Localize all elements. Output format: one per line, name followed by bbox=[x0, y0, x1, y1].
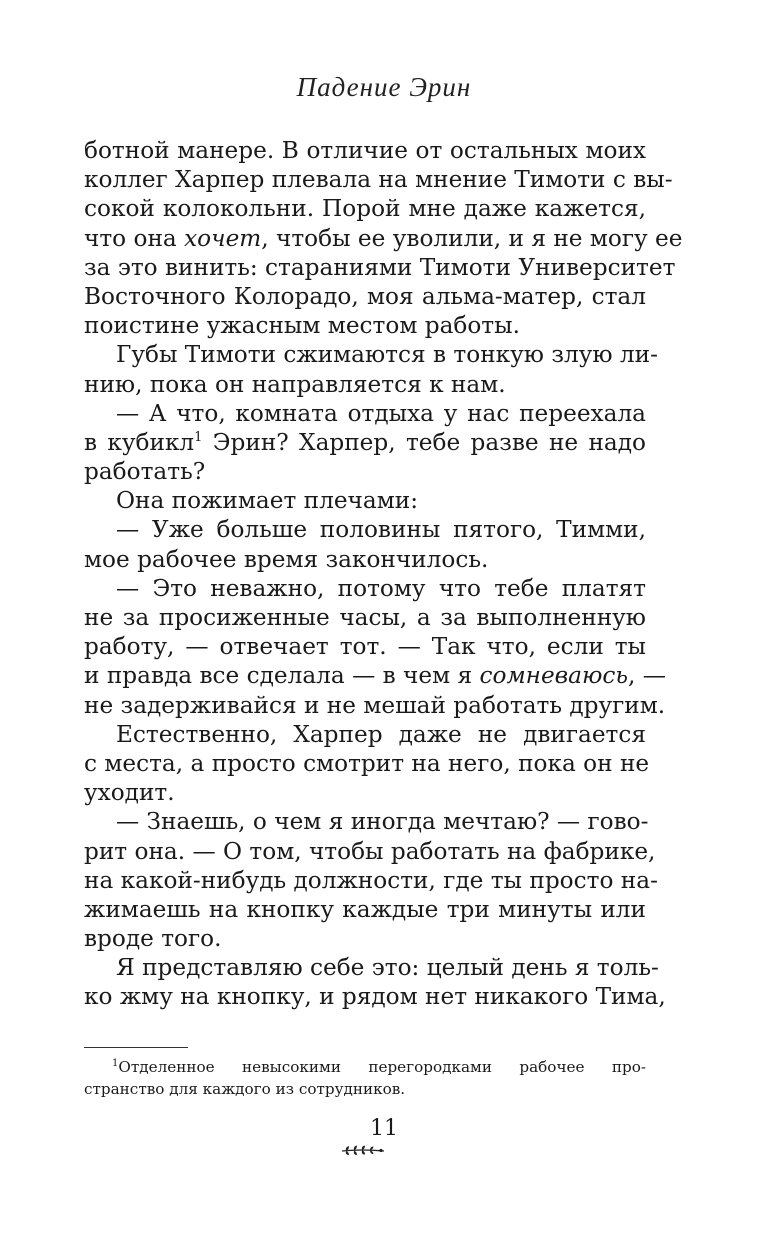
text-run: , — bbox=[628, 662, 666, 690]
text-line: Восточного Колорадо, моя альма-матер, стал bbox=[84, 282, 646, 310]
text-line: ботной манере. В отличие от остальных моих bbox=[84, 137, 646, 164]
text-run: Эрин? Харпер, тебе разве не надо bbox=[202, 428, 646, 456]
text-line: Я представляю себе это: целый день я толь- bbox=[116, 954, 659, 982]
text-line: Губы Тимоти сжимаются в тонкую злую ли- bbox=[116, 341, 658, 369]
text-line: — Уже больше половины пятого, Тимми, bbox=[116, 516, 646, 544]
text-line: работать? bbox=[84, 458, 206, 486]
text-line: работу, — отвечает тот. — Так что, если ты bbox=[84, 633, 646, 661]
text-line: не за просиженные часы, а за выполненную bbox=[84, 604, 646, 631]
text-line: ко жму на кнопку, и рядом нет никакого Тима, bbox=[84, 983, 666, 1011]
text-line: — А что, комната отдыха у нас переехала bbox=[116, 399, 646, 427]
text-line: вроде того. bbox=[84, 925, 222, 953]
running-head: Падение Эрин bbox=[296, 72, 472, 102]
text-line: за это винить: стараниями Тимоти Университет bbox=[84, 253, 676, 281]
text-line: Она пожимает плечами: bbox=[116, 487, 419, 515]
text-line bbox=[84, 224, 683, 253]
footnote-line: странство для каждого из сотрудников. bbox=[84, 1080, 406, 1098]
footnote bbox=[84, 1056, 646, 1100]
leaf-sprig-ornament-icon bbox=[340, 1144, 386, 1156]
text-line: уходит. bbox=[84, 779, 175, 807]
text-line: сокой колокольни. Порой мне даже кажется, bbox=[84, 195, 646, 223]
emphasis: сомневаюсь bbox=[479, 662, 629, 690]
text-run: Отделенное невысокими перегородками рабочее про- bbox=[118, 1058, 646, 1076]
text-line bbox=[84, 661, 666, 690]
text-run: что она bbox=[84, 224, 185, 252]
emphasis: хочет bbox=[184, 224, 262, 252]
footnote-ref: 1 bbox=[194, 429, 203, 445]
text-line: мое рабочее время закончилось. bbox=[84, 545, 489, 573]
page-number: 11 bbox=[370, 1116, 398, 1141]
text-line: — Это неважно, потому что тебе платят bbox=[116, 574, 646, 602]
text-line: нию, пока он направляется к нам. bbox=[84, 370, 506, 398]
footnote-line bbox=[84, 1056, 646, 1078]
footnote-rule bbox=[84, 1047, 188, 1048]
text-line: Естественно, Харпер даже не двигается bbox=[116, 720, 646, 748]
text-run: и правда все сделала — в чем я bbox=[84, 662, 480, 690]
text-line: поистине ужасным местом работы. bbox=[84, 312, 520, 340]
text-run: в кубикл bbox=[84, 428, 195, 456]
text-line: жимаешь на кнопку каждые три минуты или bbox=[84, 895, 646, 923]
text-line: рит она. — О том, чтобы работать на фабрике, bbox=[84, 837, 656, 865]
text-line: коллег Харпер плевала на мнение Тимоти с вы- bbox=[84, 166, 673, 194]
body-text bbox=[84, 136, 683, 1012]
text-line bbox=[84, 428, 646, 457]
text-line: с места, а просто смотрит на него, пока он не bbox=[84, 749, 650, 777]
text-line: на какой-нибудь должности, где ты просто на- bbox=[84, 866, 658, 894]
text-line: — Знаешь, о чем я иногда мечтаю? — гово- bbox=[116, 808, 649, 836]
text-run: , чтобы ее уволили, и я не могу ее bbox=[261, 224, 683, 252]
footnote-marker: 1 bbox=[112, 1058, 119, 1069]
text-line: не задерживайся и не мешай работать другим. bbox=[84, 691, 666, 719]
